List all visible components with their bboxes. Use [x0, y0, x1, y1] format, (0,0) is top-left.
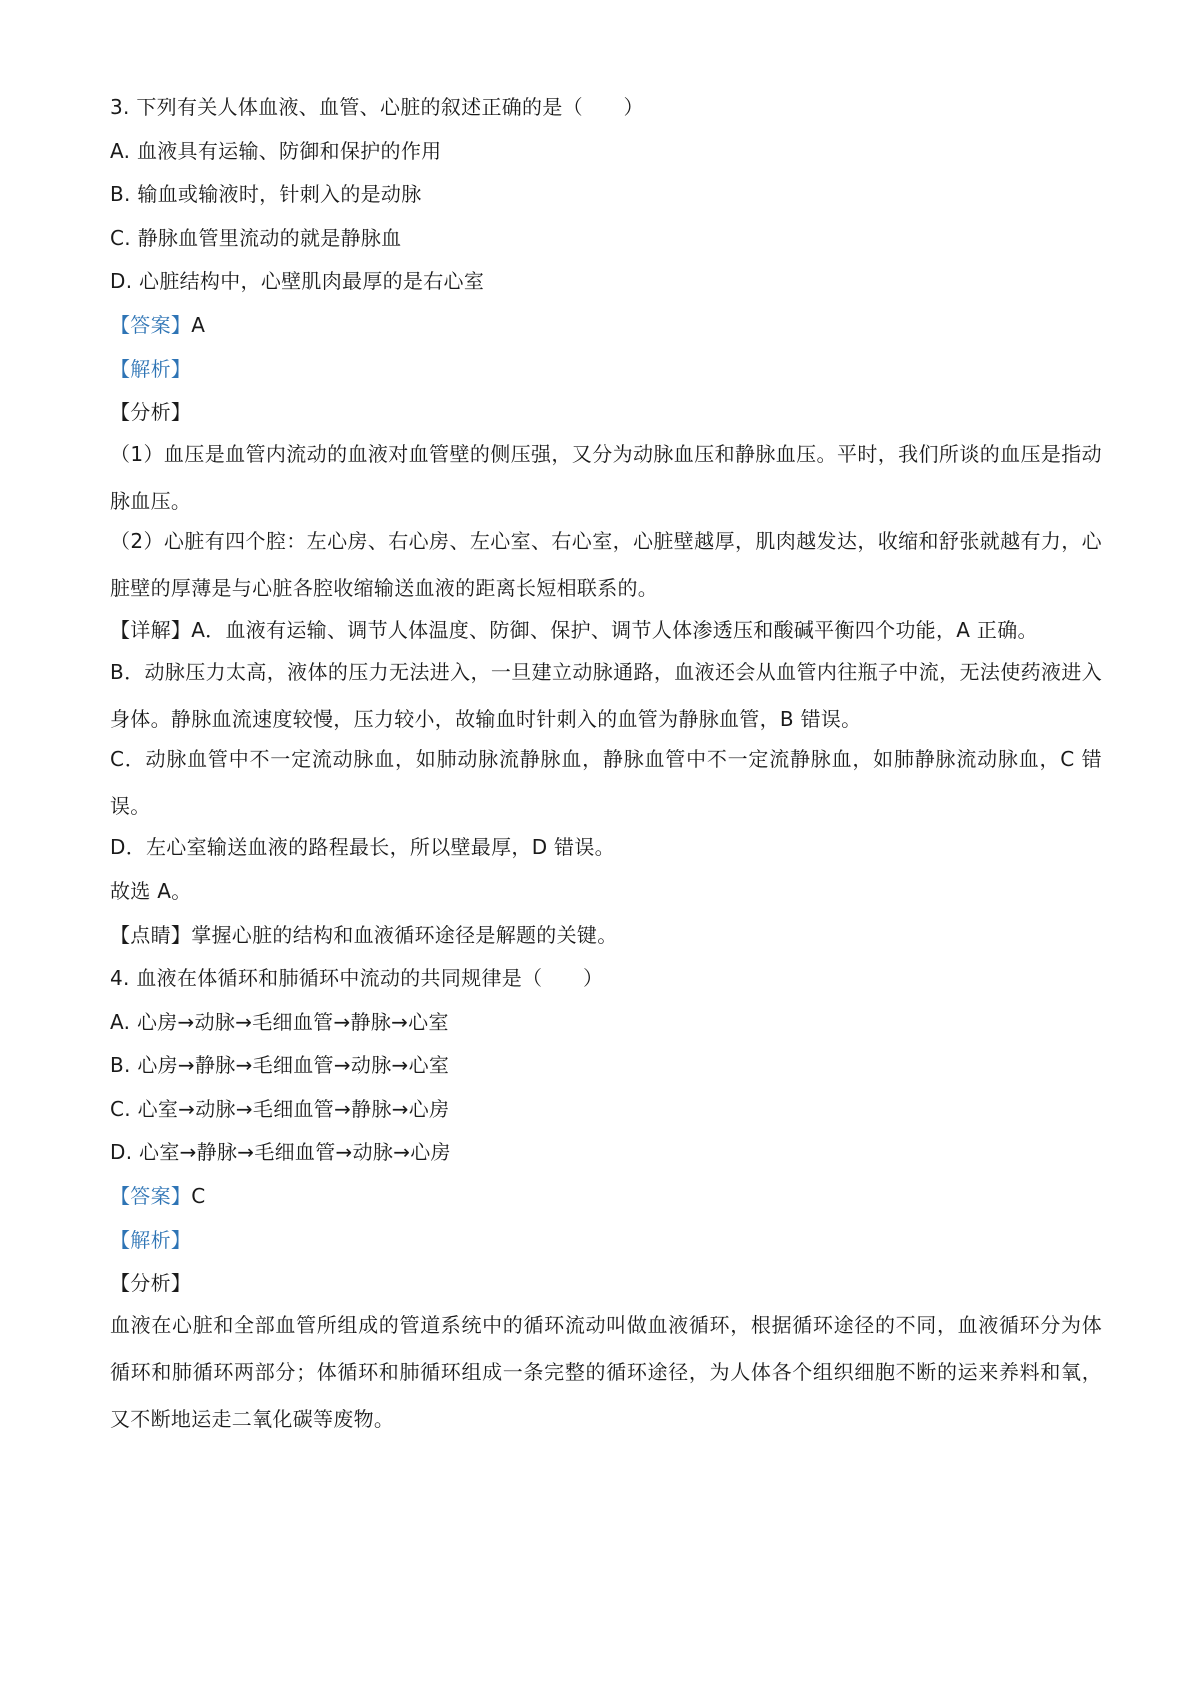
q3-option-b: B. 输血或输液时，针刺入的是动脉: [110, 182, 422, 206]
q3-detail-b: B．动脉压力太高，液体的压力无法进入，一旦建立动脉通路，血液还会从血管内往瓶子中流，无法使药液进入身体。静脉血流速度较慢，压力较小，故输血时针刺入的血管为静脉血管，B 错误。: [110, 660, 1102, 731]
q4-option-a: A. 心房→动脉→毛细血管→静脉→心室: [110, 1010, 449, 1034]
q3-explain-tag: 【解析】: [110, 357, 192, 381]
q4-explain-tag: 【解析】: [110, 1228, 192, 1252]
q3-option-c: C. 静脉血管里流动的就是静脉血: [110, 226, 402, 250]
q4-answer: [110, 1181, 205, 1211]
point-tag: 【点睛】: [110, 923, 192, 947]
q4-option-d: D. 心室→静脉→毛细血管→动脉→心房: [110, 1140, 451, 1164]
q3-detail-d: D．左心室输送血液的路程最长，所以壁最厚，D 错误。: [110, 835, 615, 859]
q3-analysis-1: （1）血压是血管内流动的血液对血管壁的侧压强，又分为动脉血压和静脉血压。平时，我们所谈的血压是指动脉血压。: [110, 442, 1102, 513]
detail-tag: 【详解】: [110, 618, 192, 642]
answer-value: C: [191, 1184, 206, 1208]
q3-analysis-tag: 【分析】: [110, 400, 192, 424]
q3-detail-c: C．动脉血管中不一定流动脉血，如肺动脉流静脉血，静脉血管中不一定流静脉血，如肺静脉流动脉血，C 错误。: [110, 747, 1102, 818]
q4-analysis: 血液在心脏和全部血管所组成的管道系统中的循环流动叫做血液循环，根据循环途径的不同，血液循环分为体循环和肺循环两部分；体循环和肺循环组成一条完整的循环途径，为人体各个组织细胞不断的运来养料和氧，又不断地运走二氧化碳等废物。: [110, 1313, 1102, 1431]
q3-point: 【点睛】掌握心脏的结构和血液循环途径是解题的关键。: [110, 923, 618, 947]
q3-answer: [110, 310, 205, 340]
q4-analysis-tag: 【分析】: [110, 1271, 192, 1295]
q3-option-d: D. 心脏结构中，心壁肌肉最厚的是右心室: [110, 269, 485, 293]
q3-choose: 故选 A。: [110, 879, 192, 903]
q4-stem: 4. 血液在体循环和肺循环中流动的共同规律是（ ）: [110, 966, 604, 990]
q4-option-b: B. 心房→静脉→毛细血管→动脉→心室: [110, 1053, 450, 1077]
q3-detail-a: 【详解】A．血液有运输、调节人体温度、防御、保护、调节人体渗透压和酸碱平衡四个功能，A 正确。: [110, 618, 1038, 642]
answer-tag: 【答案】: [110, 313, 192, 337]
q3-analysis-2: （2）心脏有四个腔：左心房、右心房、左心室、右心室，心脏壁越厚，肌肉越发达，收缩和舒张就越有力，心脏壁的厚薄是与心脏各腔收缩输送血液的距离长短相联系的。: [110, 529, 1102, 600]
answer-tag: 【答案】: [110, 1184, 192, 1208]
answer-value: A: [191, 313, 206, 337]
q3-option-a: A. 血液具有运输、防御和保护的作用: [110, 139, 442, 163]
q4-option-c: C. 心室→动脉→毛细血管→静脉→心房: [110, 1097, 450, 1121]
q3-stem: 3. 下列有关人体血液、血管、心脏的叙述正确的是（ ）: [110, 95, 644, 119]
